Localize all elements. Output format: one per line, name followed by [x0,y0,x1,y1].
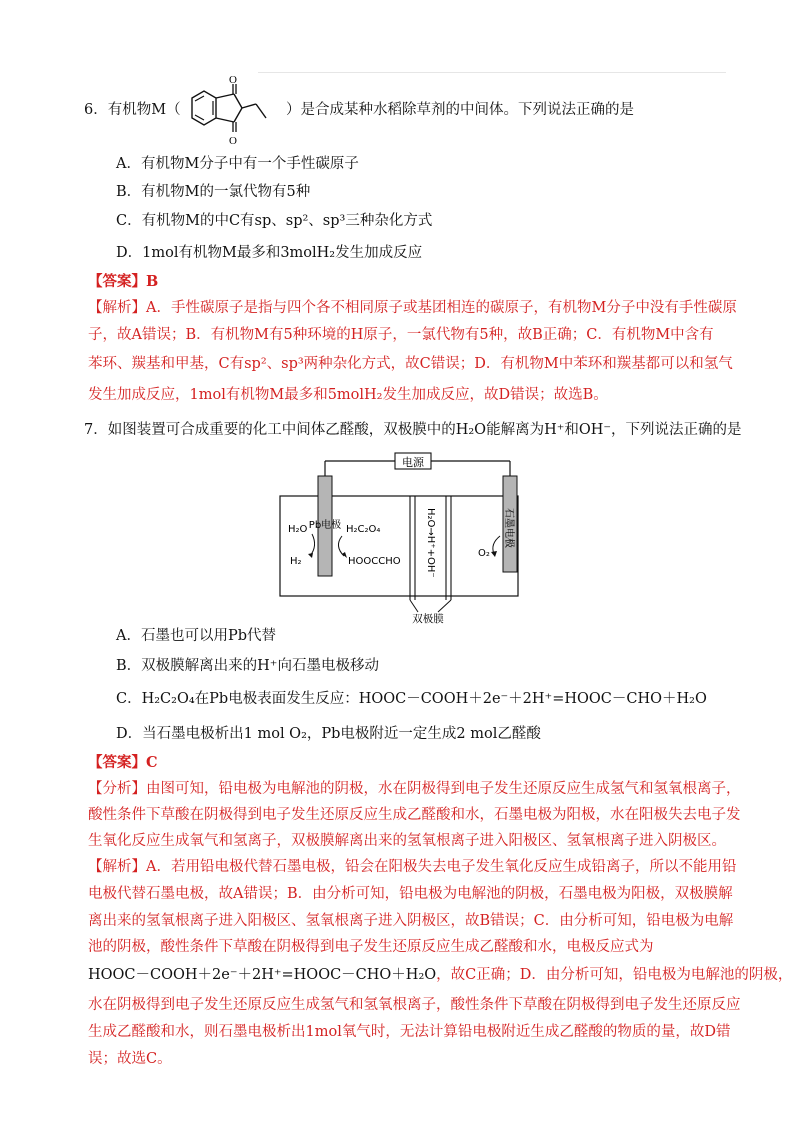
q7-answer: 【答案】C [88,754,158,771]
graphite-electrode-label: 石墨电极 [503,508,514,548]
q7-stem: 7．如图装置可合成重要的化工中间体乙醛酸，双极膜中的H₂O能解离为H⁺和OH⁻，下列说法正确的是 [84,422,742,438]
q6-analysis-line-3: 苯环、羰基和甲基，C有sp²、sp³两种杂化方式，故C错误；D．有机物M中苯环和羰基都可以和氢气 [88,356,733,372]
electrolysis-diagram [278,452,520,626]
q7-fenxi-line-1: 【分析】由图可知，铅电极为电解池的阴极，水在阴极得到电子发生还原反应生成氢气和氢氧根离子， [88,781,741,797]
q7-fenxi-line-3: 生氧化反应生成氧气和氢离子，双极膜解离出来的氢氧根离子进入阳极区、氢氧根离子进入阴极区。 [88,833,726,849]
q7-jiexi-line-4: 池的阴极，酸性条件下草酸在阴极得到电子发生还原反应生成乙醛酸和水，电极反应式为 [88,939,654,955]
q7-option-a: A．石墨也可以用Pb代替 [116,628,277,644]
atom-o-bottom: O [229,135,237,147]
atom-o-top: O [229,74,237,86]
q6-analysis-line-1: 【解析】A．手性碳原子是指与四个各不相同原子或基团相连的碳原子，有机物M分子中没有手性碳原 [88,300,737,316]
q6-analysis-line-2: 子，故A错误；B．有机物M有5种环境的H原子，一氯代物有5种，故B正确；C．有机物M中含有 [88,327,714,343]
q7-option-c: C．H₂C₂O₄在Pb电极表面发生反应：HOOC－COOH＋2e⁻＋2H⁺=HOOC－CHO＋H₂O [116,691,707,707]
h2-label: H₂ [290,556,302,567]
q7-jiexi-line-2: 电极代替石墨电极，故A错误；B．由分析可知，铅电极为电解池的阴极，石墨电极为阳极，双极膜解 [88,886,733,902]
molecule-m-structure [178,74,288,150]
q7-jiexi-line-6: 生成乙醛酸和水，则石墨电极析出1mol氧气时，无法计算铅电极附近生成乙醛酸的物质的量，故D错 [88,1024,731,1040]
q7-jiexi-line-5: 水在阴极得到电子发生还原反应生成氢气和氢氧根离子，酸性条件下草酸在阴极得到电子发生还原反应 [88,997,741,1013]
q6-option-a: A．有机物M分子中有一个手性碳原子 [116,156,359,172]
q6-option-b: B．有机物M的一氯代物有5种 [116,184,311,200]
h2o-label: H₂O [288,524,308,535]
q6-analysis-line-4: 发生加成反应，1mol有机物M最多和5molH₂发生加成反应，故D错误；故选B。 [88,387,608,403]
q7-option-d: D．当石墨电极析出1 mol O₂，Pb电极附近一定生成2 mol乙醛酸 [116,726,541,742]
q7-jiexi-line-3: 离出来的氢氧根离子进入阳极区、氢氧根离子进入阴极区，故B错误；C．由分析可知，铅电极为电解 [88,913,734,929]
q6-stem-prefix: 6．有机物M（ [84,102,181,118]
glyoxylic-acid-label: HOOCCHO [348,556,401,567]
o2-label: O₂ [478,548,490,559]
q7-jiexi-line-1: 【解析】A．若用铅电极代替石墨电极，铅会在阳极失去电子发生氧化反应生成铅离子，所以不能用铅 [88,859,737,875]
q7-equation-line [88,965,792,985]
q6-option-c: C．有机物M的中C有sp、sp²、sp³三种杂化方式 [116,213,433,229]
q7-jiexi-line-7: 误；故选C。 [88,1051,172,1067]
q7-equation: HOOC－COOH＋2e⁻＋2H⁺=HOOC－CHO＋H₂O [88,967,437,983]
pb-electrode-label: Pb电极 [308,520,342,531]
q7-fenxi-line-2: 酸性条件下草酸在阴极得到电子发生还原反应生成乙醛酸和水，石墨电极为阳极，水在阳极失去电子发 [88,807,741,823]
power-label: 电源 [402,456,424,469]
membrane-dissociation-label: H₂O→H⁺+OH⁻ [425,508,436,578]
header-rule [258,72,726,73]
q6-option-d: D．1mol有机物M最多和3molH₂发生加成反应 [116,245,423,261]
q7-equation-note: ，故C正确；D．由分析可知，铅电极为电解池的阴极， [436,967,793,983]
q6-answer: 【答案】B [88,273,159,290]
bipolar-membrane-label: 双极膜 [412,613,444,625]
q7-option-b: B．双极膜解离出来的H⁺向石墨电极移动 [116,658,379,674]
q6-stem-suffix: ）是合成某种水稻除草剂的中间体。下列说法正确的是 [286,102,634,118]
h2c2o4-label: H₂C₂O₄ [346,524,381,535]
